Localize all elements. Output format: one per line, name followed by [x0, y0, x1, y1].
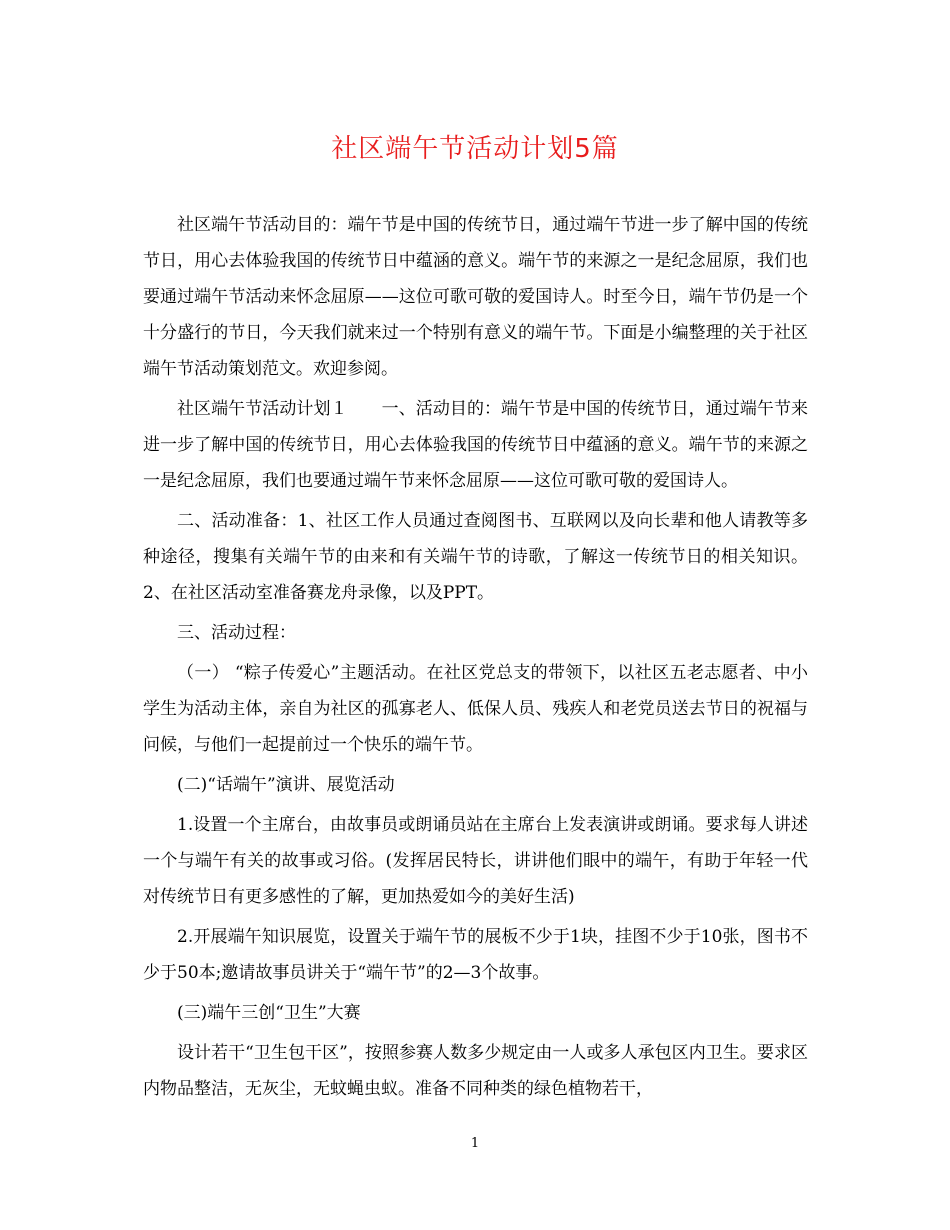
paragraph-hygiene-detail: 设计若干“卫生包干区”，按照参赛人数多少规定由一人或多人承包区内卫生。要求区内物品整洁，无灰尘，无蚊蝇虫蚁。准备不同种类的绿色植物若干，: [143, 1043, 808, 1099]
paragraph-zongzi-activity: （一） “粽子传爱心”主题活动。在社区党总支的带领下，以社区五老志愿者、中小学生为活动主体，亲自为社区的孤寡老人、低保人员、残疾人和老党员送去节日的祝福与问候，与他们一起提前过一个快乐的端午节。: [143, 663, 808, 755]
paragraph-process-heading: 三、活动过程：: [177, 623, 296, 643]
paragraph-preparation: 二、活动准备：1、社区工作人员通过查阅图书、互联网以及向长辈和他人请教等多种途径，搜集有关端午节的由来和有关端午节的诗歌，了解这一传统节日的相关知识。2、在社区活动室准备赛龙舟录像，以及PPT。: [143, 511, 808, 603]
page-number: 1: [470, 1136, 480, 1151]
document-body: [143, 207, 808, 1111]
paragraph-plan-1-purpose: 社区端午节活动计划１ 一、活动目的：端午节是中国的传统节日，通过端午节来进一步了解中国的传统节日，用心去体验我国的传统节日中蕴涵的意义。端午节的来源之一是纪念屈原，我们也要通过端午节来怀念屈原——这位可歌可敬的爱国诗人。: [143, 399, 808, 491]
document-title: 社区端午节活动计划5篇: [331, 134, 619, 164]
paragraph-intro: 社区端午节活动目的：端午节是中国的传统节日，通过端午节进一步了解中国的传统节日，用心去体验我国的传统节日中蕴涵的意义。端午节的来源之一是纪念屈原，我们也要通过端午节活动来怀念屈原——这位可歌可敬的爱国诗人。时至今日，端午节仍是一个十分盛行的节日，今天我们就来过一个特别有意义的端午节。下面是小编整理的关于社区端午节活动策划范文。欢迎参阅。: [143, 215, 808, 379]
paragraph-speech-item-1: 1.设置一个主席台，由故事员或朗诵员站在主席台上发表演讲或朗诵。要求每人讲述一个与端午有关的故事或习俗。(发挥居民特长，讲讲他们眼中的端午，有助于年轻一代对传统节日有更多感性的了解，更加热爱如今的美好生活): [143, 815, 808, 907]
paragraph-hygiene-heading: (三)端午三创“卫生”大赛: [177, 1003, 361, 1023]
paragraph-speech-item-2: 2.开展端午知识展览，设置关于端午节的展板不少于1块，挂图不少于10张，图书不少于50本;邀请故事员讲关于“端午节”的2—3个故事。: [143, 927, 808, 983]
paragraph-speech-heading: (二)“话端午”演讲、展览活动: [177, 775, 395, 795]
